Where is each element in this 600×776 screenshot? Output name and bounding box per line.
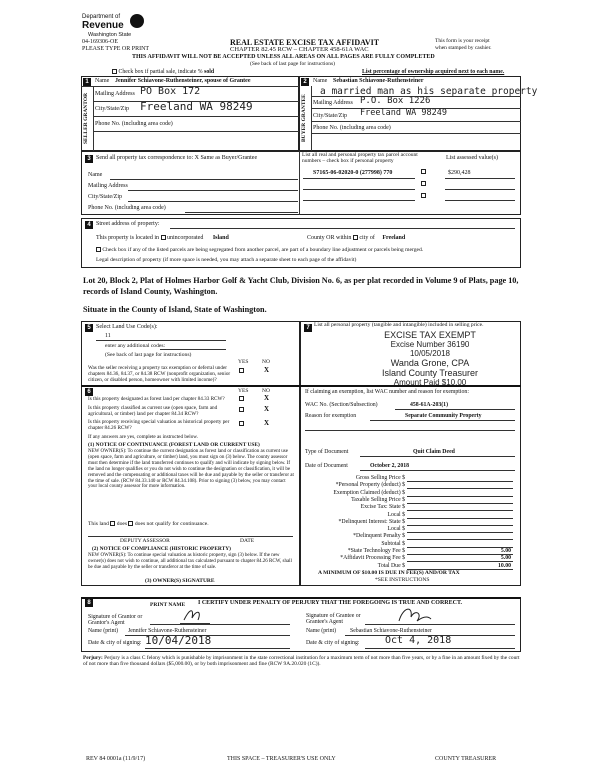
perjury-text: Perjury is a class C felony which is punishable by imprisonment in the state correctional institution for a maximum term of not more than five years, or by a fine in an amount fixed by the court of not more than five thousand dollars ($5,000.00), or by both imprisonment and fine (RCW 9A.20.020 (1C)). (83, 655, 520, 668)
parcel-header-1: List all real and personal property tax parcel account (302, 152, 418, 158)
logo-swoosh-icon (130, 14, 144, 28)
seller-mail[interactable]: PO Box 172 (140, 86, 201, 97)
this-land-label: This land (88, 521, 109, 527)
fee-row (305, 490, 517, 497)
minimum-due: A MINIMUM OF $10.00 IS DUE IN FEE(S) AND/OR TAX (318, 570, 460, 576)
land-not-checkbox[interactable] (128, 521, 133, 526)
fee-label: Subtotal $ (381, 540, 405, 547)
exempt-title: EXCISE TAX EXEMPT (384, 330, 476, 340)
located-row (96, 235, 229, 241)
seller-name[interactable]: Jennifer Schiavone-Ruthensteiner, spouse of Grantee (115, 78, 251, 84)
date2-label: Date & city of signing: (306, 640, 360, 646)
claim-exemption-label: If claiming an exemption, list WAC number and reason for exemption: (305, 389, 469, 395)
see-back: (See back of last page for instructions) (250, 61, 335, 67)
land-does-checkbox[interactable] (110, 521, 115, 526)
city-value[interactable]: Freeland (382, 235, 406, 241)
send-correspondence: Send all property tax correspondence to: X Same as Buyer/Grantee (96, 155, 258, 161)
q1-yes-header: YES (238, 359, 249, 365)
fee-row (305, 482, 517, 489)
print-name-label: PRINT NAME (150, 602, 186, 608)
seller-name-label: Name (95, 78, 110, 84)
grantor-signature[interactable] (180, 606, 210, 624)
wac-label: WAC No. (Section/Subsection) (305, 402, 378, 408)
name1[interactable]: Jennifer Schiavone-Ruthensteiner (128, 628, 207, 634)
sold-label: sold (204, 69, 215, 75)
exempt-number: Excise Number 36190 (390, 340, 470, 349)
list-percentage: List percentage of ownership acquired next to each name. (362, 69, 505, 75)
logo-state: Washington State (88, 32, 132, 38)
receipt-note-1: This form is your receipt (435, 38, 490, 44)
assessed-header: List assessed value(s) (446, 155, 498, 161)
seller-city-label: City/State/Zip (95, 106, 129, 112)
seller-mail-label: Mailing Address (95, 91, 135, 97)
q3-no-mark[interactable]: X (264, 405, 270, 413)
doc-type[interactable]: Quit Claim Deed (413, 449, 455, 455)
q4-yes-checkbox[interactable] (239, 421, 244, 427)
form-chapter: CHAPTER 82.45 RCW – CHAPTER 458-61A WAC (230, 46, 369, 53)
exempt-stamp (360, 330, 500, 387)
legal-description: Lot 20, Block 2, Plat of Holmes Harbor Golf & Yacht Club, Division No. 6, as per plat recorded in Volume 9 of Plats, page 10, records of Island County, Washington. (83, 276, 519, 296)
partial-sale-label: Check box if partial sale, indicate % (118, 69, 203, 75)
section-7-number: 7 (304, 324, 312, 332)
q1-yes-checkbox[interactable] (239, 368, 244, 374)
form-title: REAL ESTATE EXCISE TAX AFFIDAVIT (230, 38, 380, 47)
fee-label: Taxable Selling Price $ (351, 496, 405, 503)
fee-label: *Personal Property (deduct) $ (335, 482, 405, 489)
land-use-see-back: (See back of last page for instructions) (105, 352, 192, 358)
fee-label: *Delinquent Interest: State $ (338, 518, 405, 525)
segregated-row (96, 247, 516, 253)
land-use-code[interactable]: 11 (105, 333, 111, 339)
name2[interactable]: Sebastian Schiavone-Ruthensteiner (350, 628, 432, 634)
fee-row (305, 533, 517, 540)
see-instructions: *SEE INSTRUCTIONS (375, 577, 430, 583)
fee-label: *State Technology Fee $ (347, 548, 405, 554)
city-row (307, 235, 405, 241)
buyer-phone-label: Phone No. (including area code) (313, 125, 391, 131)
deputy-assessor-label: DEPUTY ASSESSOR (120, 538, 170, 544)
fee-table (305, 475, 517, 571)
grantor-signature-label: Signature of Grantor or Grantor's Agent (88, 614, 143, 626)
located-label: This property is located in (96, 235, 159, 241)
legal-description-label: Legal description of property (if more space is needed, you may attach a separate sheet to each page of the affidavit) (96, 257, 357, 263)
notice-1-title: (1) NOTICE OF CONTINUANCE (FOREST LAND OR CURRENT USE) (88, 442, 260, 448)
section-4-number: 4 (85, 221, 93, 229)
parcel-number[interactable]: S7165-06-02020-0 (277998) 770 (313, 170, 393, 176)
perjury-label: Perjury: (83, 655, 103, 661)
footer-rev: REV 84 0001a (11/9/17) (86, 756, 146, 762)
not-qualify-label: does not qualify for continuance. (134, 521, 209, 527)
additional-codes-label: enter any additional codes: (105, 343, 166, 349)
q2-yes-checkbox[interactable] (239, 396, 244, 402)
seller-grantor-label: SELLER GRANTOR (83, 92, 89, 144)
notice-2-title: (2) NOTICE OF COMPLIANCE (HISTORIC PROPERTY) (92, 546, 231, 552)
exempt-amount: Amount Paid $10.00 (393, 378, 467, 387)
buyer-name-label: Name (313, 78, 328, 84)
deputy-date-label: DATE (240, 538, 255, 544)
grantee-signature[interactable] (395, 605, 435, 625)
date1-label: Date & city of signing: (88, 640, 142, 646)
fee-label: Total Due $ (377, 562, 405, 569)
q2-no-header: NO (262, 388, 270, 394)
segregated-label: Check box if any of the listed parcels are being segregated from another parcel, are part of a boundary line adjustment or parcels being merged. (102, 247, 424, 253)
wac-number[interactable]: 458-61A-203(1) (410, 402, 448, 408)
exempt-name: Wanda Grone, CPA (390, 358, 470, 368)
question-2: Is this property designated as forest land per chapter 84.33 RCW? (88, 396, 225, 402)
form-number: 04-169306-OE (82, 39, 118, 45)
buyer-mail[interactable]: P.O. Box 1226 (360, 96, 431, 106)
q2-yes-header: YES (238, 388, 249, 394)
fee-label: Local $ (387, 526, 405, 533)
land-use-label: Select Land Use Code(s): (96, 324, 158, 330)
fee-row (305, 497, 517, 504)
buyer-city[interactable]: Freeland WA 98249 (360, 108, 447, 118)
street-label: Street address of property: (96, 221, 160, 227)
date2[interactable]: Oct 4, 2018 (385, 635, 452, 646)
fee-row (305, 504, 517, 511)
city-of-label: city of (359, 235, 375, 241)
buyer-grantee-label: BUYER GRANTEE (301, 94, 307, 142)
section-6-number: 6 (85, 388, 93, 396)
segregated-checkbox[interactable] (96, 247, 101, 252)
county-value[interactable]: Island (212, 235, 229, 241)
name1-label: Name (print) (88, 628, 119, 634)
seller-phone-label: Phone No. (including area code) (95, 121, 173, 127)
reason-label: Reason for exemption (305, 413, 357, 419)
section-1-number: 1 (83, 78, 91, 86)
question-3: Is this property classified as current use (open space, farm and agricultural, or timber) land per chapter 84.34 RCW? (88, 405, 218, 417)
seller-city[interactable]: Freeland WA 98249 (140, 100, 253, 113)
fee-value[interactable]: 5.00 (500, 548, 511, 554)
fee-row (305, 519, 517, 526)
footer-county-treasurer: COUNTY TREASURER (435, 756, 497, 762)
buyer-name[interactable]: Sebastian Schiavone-Ruthensteiner (333, 78, 424, 84)
reason-value[interactable]: Separate Community Property (405, 413, 482, 419)
parcel-checkbox-1[interactable] (421, 169, 426, 175)
assessed-value[interactable]: $290,428 (448, 170, 471, 176)
partial-sale-checkbox[interactable] (112, 69, 214, 75)
exempt-office: Island County Treasurer (381, 368, 479, 378)
q2-no-mark[interactable]: X (264, 394, 270, 402)
parcel-header-2: numbers – check box if personal property (302, 158, 394, 164)
question-4: Is this property receiving special valuation as historical property per chapter 84.26 RCW? (88, 419, 230, 431)
section-2-number: 2 (301, 78, 309, 86)
doc-type-label: Type of Document (305, 449, 349, 455)
fee-label: *Delinquent Penalty $ (353, 533, 405, 540)
county-or-label: County OR within (307, 235, 352, 241)
buyer-mail-label: Mailing Address (313, 100, 353, 106)
certify-text: I CERTIFY UNDER PENALTY OF PERJURY THAT THE FOREGOING IS TRUE AND CORRECT. (198, 600, 463, 606)
fee-value[interactable]: 10.00 (497, 562, 511, 569)
q1-no-header: NO (262, 359, 270, 365)
footer-treasurer-use: THIS SPACE – TREASURER'S USE ONLY (227, 756, 336, 762)
please-type: PLEASE TYPE OR PRINT (82, 46, 150, 52)
fee-value[interactable]: 5.00 (500, 555, 511, 562)
perjury-notice (83, 655, 521, 667)
section-5-number: 5 (85, 324, 93, 332)
fee-row (305, 541, 517, 548)
fee-label: Gross Selling Price $ (355, 475, 405, 481)
fee-row (305, 548, 517, 555)
q4-no-mark[interactable]: X (264, 419, 270, 427)
fee-label: *Affidavit Processing Fee $ (340, 555, 405, 562)
fee-row (305, 475, 517, 482)
grantee-signature-label: Signature of Grantee or Grantee's Agent (306, 613, 361, 625)
logo-revenue: Revenue (82, 20, 124, 31)
exempt-date: 10/05/2018 (409, 349, 451, 358)
fee-row (305, 563, 517, 570)
form-warning: THIS AFFIDAVIT WILL NOT BE ACCEPTED UNLESS ALL AREAS ON ALL PAGES ARE FULLY COMPLETED (132, 54, 435, 60)
personal-property-label: List all personal property (tangible and intangible) included in selling price. (314, 322, 484, 328)
fee-label: Local $ (387, 511, 405, 518)
fee-row (305, 526, 517, 533)
doc-date[interactable]: October 2, 2018 (370, 463, 410, 469)
section-3-number: 3 (85, 155, 93, 163)
question-1: Was the seller receiving a property tax exemption or deferral under chapters 84.36, 84.37, or 84.38 RCW (nonprofit organization, senior citizen, or disabled person, homeowner with limited income)? (88, 365, 231, 383)
fee-label: Excise Tax: State $ (360, 504, 405, 511)
parcel-checkbox-3[interactable] (421, 193, 426, 199)
corr-name-label: Name (88, 172, 103, 178)
parcel-checkbox-2[interactable] (421, 181, 426, 187)
unincorporated-label: unincorporated (167, 235, 204, 241)
receipt-note-2: when stamped by cashier. (435, 45, 492, 51)
fee-label: Exemption Claimed (deduct) $ (333, 489, 405, 496)
corr-mail-label: Mailing Address (88, 183, 128, 189)
q1-no-mark[interactable]: X (264, 366, 270, 374)
unincorporated-checkbox[interactable] (161, 235, 166, 240)
if-yes-text: If any answers are yes, complete as instructed below. (88, 434, 199, 440)
buyer-city-label: City/State/Zip (313, 113, 347, 119)
notice-1-text: NEW OWNER(S): To continue the current designation as forest land or classification as current use (open space, farm and agriculture, or timber) land, you must sign on (3) below. The county assessor must then determine if the land transferred continues to qualify and will indicate by signing below. If the land no longer qualifies or you do not wish to continue the designation or classification, it will be removed and the compensating or additional taxes will be due and payable by the seller or transferor at the time of sale. (RCW 84.33.140 or RCW 84.34.108). Prior to signing (3) below, you may contact your local county assessor for more information. (88, 449, 294, 490)
corr-phone-label: Phone No. (including area code) (88, 205, 166, 211)
name2-label: Name (print) (306, 628, 337, 634)
this-land-row (88, 521, 209, 527)
fee-row (305, 555, 517, 562)
land-does-label: does (116, 521, 128, 527)
date1[interactable]: 10/04/2018 (145, 634, 212, 647)
section-8-number: 8 (85, 599, 93, 607)
corr-city-label: City/State/Zip (88, 194, 122, 200)
owner-signature-label: (3) OWNER(S) SIGNATURE (145, 578, 215, 584)
notice-2-text: NEW OWNER(S): To continue special valuation as historic property, sign (3) below. If the new owner(s) does not wish to continue, all additional tax calculated pursuant to chapter 84.26 RCW, shall be due and payable by the seller or transferor at the time of sale. (88, 553, 292, 570)
fee-row (305, 512, 517, 519)
buyer-handnote: a married man as his separate property (320, 86, 538, 97)
logo-dept: Department of (82, 14, 121, 20)
city-checkbox[interactable] (353, 235, 358, 240)
doc-date-label: Date of Document (305, 463, 348, 469)
situate-text: Situate in the County of Island, State of Washington. (83, 305, 267, 314)
q3-yes-checkbox[interactable] (239, 407, 244, 413)
